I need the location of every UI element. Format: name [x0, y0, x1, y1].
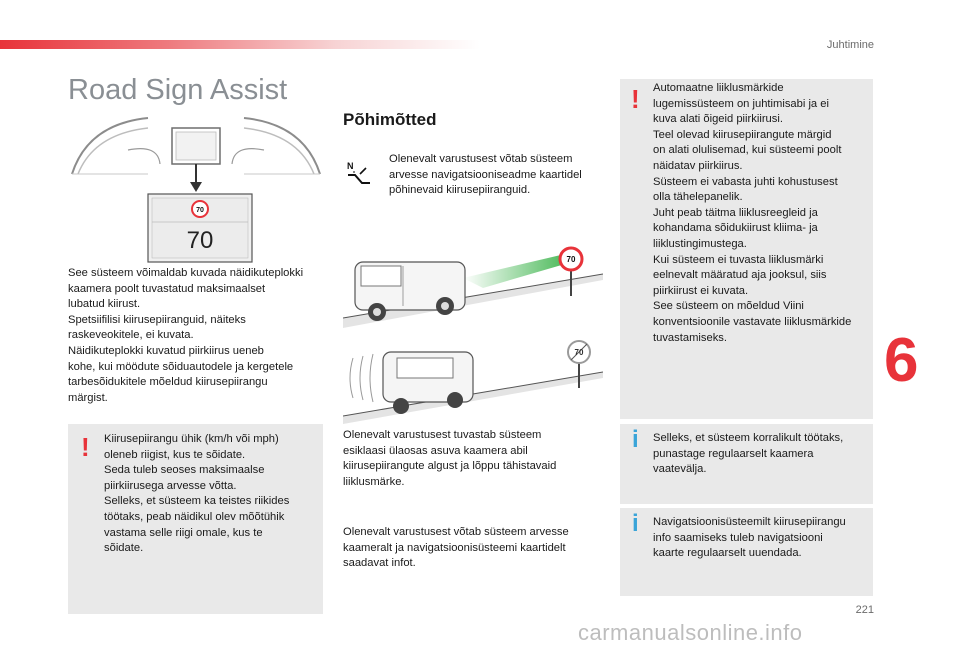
text-line: Näidikuteplokki kuvatud piirkiirus ueneb: [68, 344, 264, 357]
text-line: lubatud kiirust.: [68, 298, 141, 311]
speed-sign-label: 70: [566, 255, 576, 264]
text-line: tarbesõidukitele mõeldud kiirusepiirangu: [68, 376, 268, 389]
navigation-note: [389, 152, 604, 199]
section-name: Juhtimine: [826, 39, 874, 51]
text-line: kohandama sõidukiirust kliima- ja: [653, 222, 818, 235]
text-line: piirkiirusega arvesse võtta.: [104, 479, 237, 492]
text-line: piirkiirust ei kuvata.: [653, 284, 749, 297]
text-line: Olenevalt varustusest võtab süsteem arvesse: [343, 526, 569, 538]
text-line: märgist.: [68, 391, 108, 404]
text-line: eelnevalt määratud aja jooksul, siis: [653, 269, 827, 282]
text-line: Selleks, et süsteem ka teistes riikides: [104, 495, 290, 508]
text-line: Kui süsteem ei tuvasta liiklusmärki: [653, 253, 824, 266]
text-line: konventsioonile vastavate liiklusmärkide: [653, 315, 852, 328]
svg-text:N: N: [347, 161, 354, 171]
display-small-sign: 70: [196, 207, 204, 214]
van-approaching-sign-illustration: [343, 240, 603, 330]
text-line: kaarte regulaarselt uuendada.: [653, 547, 802, 560]
text-line: Teel olevad kiirusepiirangute märgid: [653, 128, 832, 141]
header-gradient-bar: [0, 40, 480, 49]
text-line: tuvastamiseks.: [653, 331, 727, 344]
end-sign-label: 70: [574, 348, 584, 357]
warning-icon: !: [631, 84, 640, 114]
text-line: info saamiseks tuleb navigatsiooni: [653, 531, 823, 544]
warning-icon: !: [81, 432, 90, 462]
driver-aid-warning-text: [653, 81, 871, 346]
camera-cleaning-info-text: [653, 431, 871, 478]
text-line: Süsteem ei vabasta juhti kohustusest: [653, 175, 838, 188]
text-line: arvesse navigatsiooniseadme kaartidel: [389, 168, 582, 181]
text-line: Spetsiifilisi kiirusepiiranguid, näiteks: [68, 313, 246, 326]
text-line: Navigatsioonisüsteemilt kiirusepiirangu: [653, 516, 846, 528]
text-line: näidatav piirkiirus.: [653, 159, 743, 172]
text-line: Juht peab täitma liiklusreegleid ja: [653, 206, 818, 219]
text-line: Selleks, et süsteem korralikult töötaks,: [653, 432, 844, 444]
display-speed-value: 70: [186, 227, 214, 254]
info-icon: i: [632, 426, 639, 453]
intro-paragraph: [68, 266, 324, 406]
text-line: kohe, kui möödute sõiduautodele ja kergetele: [68, 360, 294, 373]
text-line: põhinevaid kiirusepiiranguid.: [389, 184, 531, 197]
text-line: olla tähelepanelik.: [653, 191, 743, 204]
text-line: liiklusmärke.: [343, 475, 405, 488]
text-line: Seda tuleb seoses maksimaalse: [104, 464, 265, 477]
text-line: kiirusepiirangute algust ja lõppu tähistavaid: [343, 460, 557, 473]
unit-warning-text: [104, 432, 319, 557]
text-line: vastama selle riigi omale, kus te: [104, 526, 263, 539]
section-heading: Põhimõtted: [343, 110, 437, 129]
text-line: on alati olulisemad, kui süsteemi poolt: [653, 144, 842, 157]
text-line: lugemissüsteem on juhtimisabi ja ei: [653, 97, 829, 110]
text-line: kuva alati õigeid piirkiirusi.: [653, 113, 783, 126]
text-line: See süsteem võimaldab kuvada näidikuteplokki: [68, 267, 304, 279]
camera-paragraph: [343, 428, 603, 490]
text-line: oleneb riigist, kus te sõidate.: [104, 448, 246, 461]
text-line: kaameralt ja navigatsioonisüsteemi kaartidelt: [343, 541, 566, 554]
text-line: Olenevalt varustusest võtab süsteem: [389, 153, 573, 165]
text-line: Olenevalt varustusest tuvastab süsteem: [343, 429, 542, 441]
text-line: esiklaasi ülaosas asuva kaamera abil: [343, 444, 528, 457]
text-line: punastage regulaarselt kaamera: [653, 447, 814, 460]
text-line: töötaks, peab näidikul olev mõõtühik: [104, 510, 285, 523]
van-passing-sign-illustration: [343, 338, 603, 426]
text-line: kaamera poolt tuvastatud maksimaalset: [68, 282, 266, 295]
text-line: vaatevälja.: [653, 463, 707, 476]
dashboard-illustration: [68, 104, 324, 264]
text-line: raskeveokitele, ei kuvata.: [68, 329, 194, 342]
map-update-info-text: [653, 515, 871, 562]
text-line: sõidate.: [104, 542, 144, 555]
text-line: saadavat infot.: [343, 557, 416, 570]
watermark: carmanualsonline.info: [578, 620, 803, 645]
text-line: Automaatne liiklusmärkide: [653, 82, 784, 94]
text-line: liiklustingimustega.: [653, 237, 747, 250]
page-title: Road Sign Assist: [68, 74, 288, 106]
navigation-icon: [346, 160, 374, 186]
text-line: Kiirusepiirangu ühik (km/h või mph): [104, 433, 279, 445]
chapter-number: 6: [884, 326, 919, 395]
text-line: See süsteem on mõeldud Viini: [653, 300, 804, 313]
info-icon: i: [632, 510, 639, 537]
page-number: 221: [855, 604, 874, 616]
combined-info-paragraph: [343, 525, 603, 572]
